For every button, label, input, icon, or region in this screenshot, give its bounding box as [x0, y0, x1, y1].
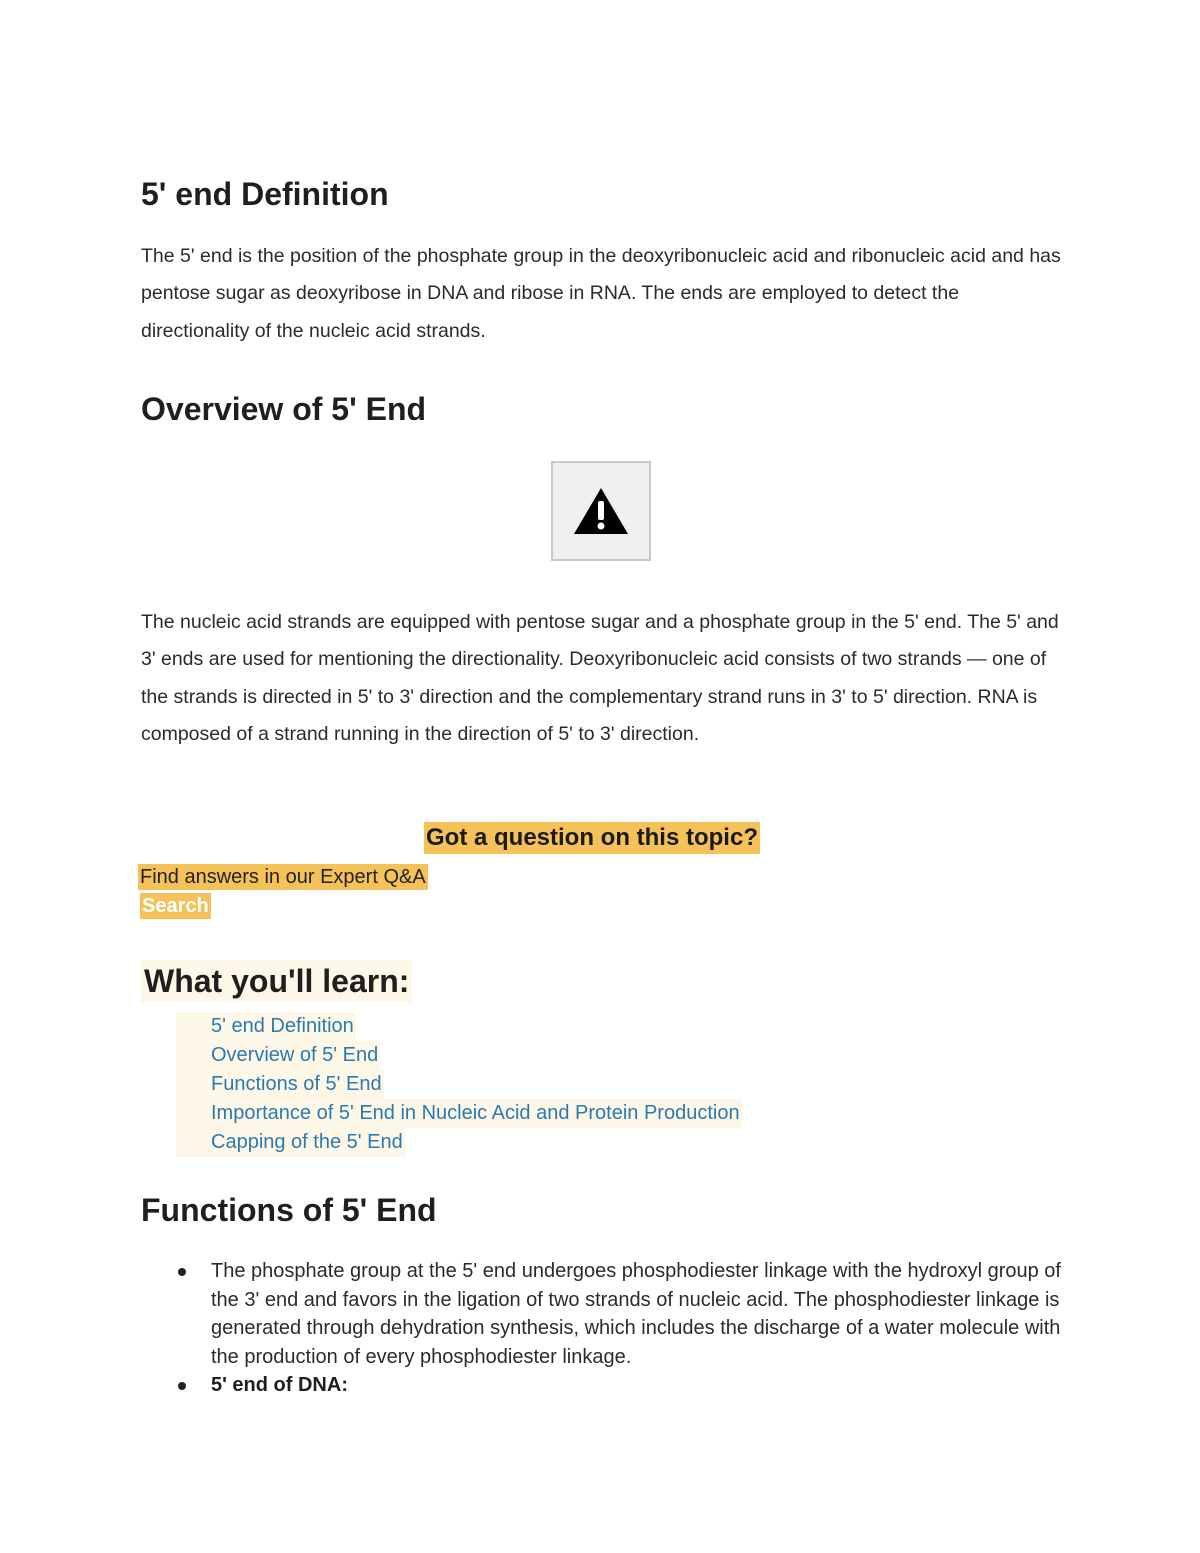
qa-link[interactable]: Find answers in our Expert Q&A	[140, 866, 426, 888]
toc-link-overview[interactable]: Overview of 5' End	[176, 1041, 380, 1070]
list-item-text: The phosphate group at the 5' end undergoes phosphodiester linkage with the hydroxyl group of the 3' end and favors in the ligation of two strands of nucleic acid. The phosphodiester linkage is generated through dehydration synthesis, which includes the discharge of a water molecule with the production of every phosphodiester linkage.	[211, 1260, 1061, 1368]
overview-paragraph: The nucleic acid strands are equipped with pentose sugar and a phosphate group in the 5' end. The 5' and 3' ends are used for mentioning the directionality. Deoxyribonucleic acid consists of two strands — one of the strands is directed in 5' to 3' direction and the complementary strand runs in 3' to 5' direction. RNA is composed of a strand running in the direction of 5' to 3' direction.	[141, 611, 1059, 745]
definition-heading: 5' end Definition	[141, 176, 389, 212]
toc-link-importance[interactable]: Importance of 5' End in Nucleic Acid and Protein Production	[176, 1099, 742, 1128]
bullet-icon	[178, 1268, 186, 1276]
qa-title: Got a question on this topic?	[424, 822, 760, 854]
broken-image-placeholder	[551, 461, 651, 561]
list-item	[176, 1257, 1061, 1371]
list-item-text: 5' end of DNA:	[211, 1374, 348, 1396]
functions-heading: Functions of 5' End	[141, 1192, 437, 1228]
search-button[interactable]: Search	[142, 895, 209, 917]
warning-icon	[572, 486, 630, 536]
toc-link-definition[interactable]: 5' end Definition	[176, 1012, 356, 1041]
toc-link-functions[interactable]: Functions of 5' End	[176, 1070, 384, 1099]
overview-heading: Overview of 5' End	[141, 391, 427, 427]
functions-list	[176, 1257, 1061, 1400]
learn-heading: What you'll learn:	[141, 960, 412, 1002]
toc-list	[176, 1012, 742, 1157]
bullet-icon	[178, 1382, 186, 1390]
toc-link-capping[interactable]: Capping of the 5' End	[176, 1128, 405, 1157]
definition-paragraph: The 5' end is the position of the phosphate group in the deoxyribonucleic acid and ribonucleic acid and has pentose sugar as deoxyribose in DNA and ribose in RNA. The ends are employed to detect the directionality of the nucleic acid strands.	[141, 245, 1061, 342]
list-item	[176, 1371, 1061, 1400]
